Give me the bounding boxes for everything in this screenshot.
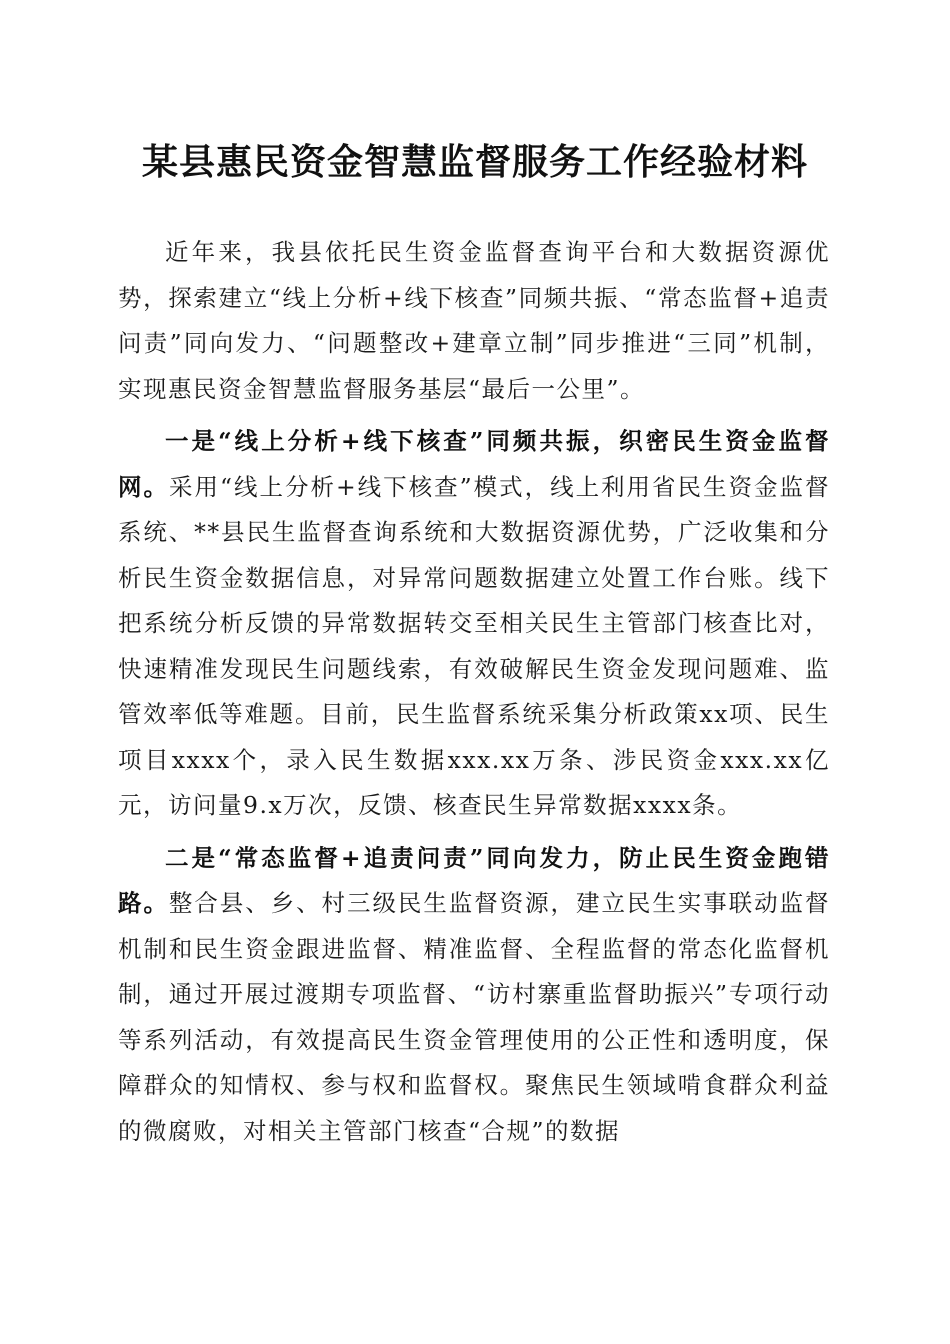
paragraph-intro — [118, 230, 830, 412]
paragraph-section-1 — [118, 419, 830, 829]
document-title: 某县惠民资金智慧监督服务工作经验材料 — [141, 141, 808, 183]
paragraph-section-2 — [118, 836, 830, 1155]
section-1-text: 采用“线上分析+线下核查”模式，线上利用省民生资金监督系统、**县民生监督查询系统和大数据资源优势，广泛收集和分析民生资金数据信息，对异常问题数据建立处置工作台账。线下把系统分析反馈的异常数据转交至相关民生主管部门核查比对，快速精准发现民生问题线索，有效破解民生资金发现问题难、监管效率低等难题。目前，民生监督系统采集分析政策xx项、民生项目xxxx个，录入民生数据xxx.xx万条、涉民资金xxx.xx亿元，访问量9.x万次，反馈、核查民生异常数据xxxx条。 — [118, 472, 830, 819]
section-2-text: 整合县、乡、村三级民生监督资源，建立民生实事联动监督机制和民生资金跟进监督、精准监督、全程监督的常态化监督机制，通过开展过渡期专项监督、“访村寨重监督助振兴”专项行动等系列活动，有效提高民生资金管理使用的公正性和透明度，保障群众的知情权、参与权和监督权。聚焦民生领域啃食群众利益的微腐败，对相关主管部门核查“合规”的数据 — [118, 889, 831, 1145]
document-body — [118, 230, 830, 1161]
section-1-heading: 一是“线上分析+线下核查”同频共振，织密民生资金监督网。 — [118, 427, 830, 501]
section-2-heading: 二是“常态监督+追责问责”同向发力，防止民生资金跑错路。 — [118, 843, 830, 917]
paragraph-intro-text: 近年来，我县依托民生资金监督查询平台和大数据资源优势，探索建立“线上分析+线下核查”同频共振、“常态监督+追责问责”同向发力、“问题整改+建章立制”同步推进“三同”机制，实现惠民资金智慧监督服务基层“最后一公里”。 — [118, 238, 830, 403]
